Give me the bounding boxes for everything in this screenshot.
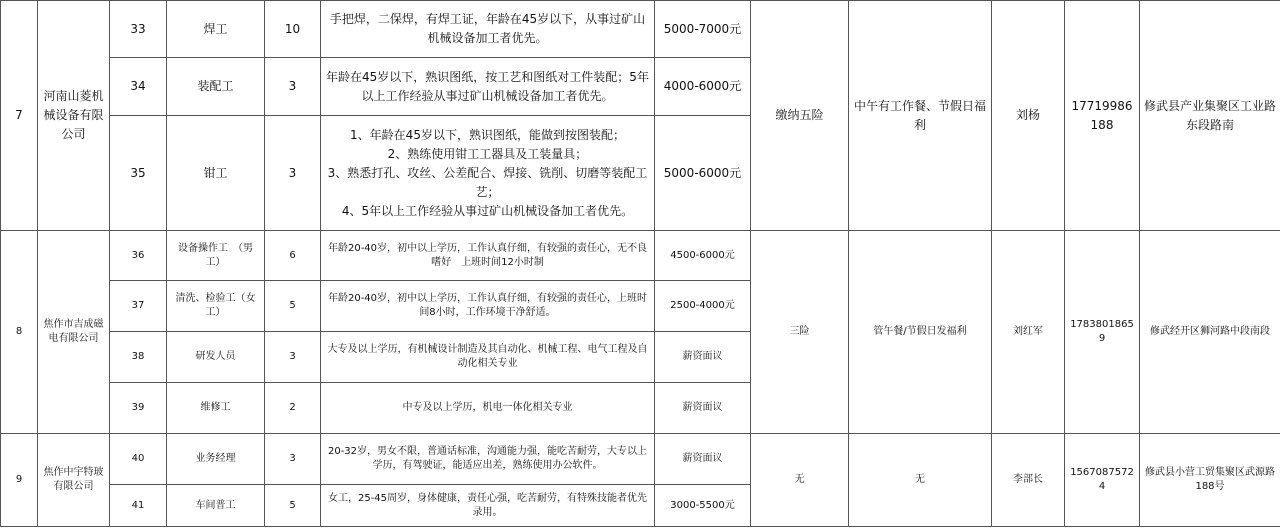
position-requirement: 1、年龄在45岁以下，熟识图纸，能做到按图装配； 2、熟练使用钳工工器具及工装量具； 3、熟悉打孔、攻丝、公差配合、焊接、铣削、切磨等装配工艺； 4、5年以上工作经验从事过矿山机械设备加工者优先。 [321,116,655,231]
company-address: 修武县小营工贸集聚区武源路188号 [1140,434,1280,527]
company-phone: 17838018659 [1065,231,1140,434]
company-benefits: 无 [849,434,992,527]
position-title: 焊工 [167,1,265,58]
position-salary: 薪资面议 [655,434,751,485]
position-count: 2 [265,383,321,434]
position-title: 清洗、检验工（女工） [167,281,265,332]
position-title: 业务经理 [167,434,265,485]
position-salary: 2500-4000元 [655,281,751,332]
position-title: 研发人员 [167,332,265,383]
position-title: 钳工 [167,116,265,231]
position-title: 设备操作工 （男工） [167,231,265,281]
position-salary: 4500-6000元 [655,231,751,281]
position-title: 车间普工 [167,485,265,527]
company-address: 修武经开区狮河路中段南段 [1140,231,1280,434]
position-count: 6 [265,231,321,281]
position-no: 38 [110,332,167,383]
table-row [1,434,1280,485]
position-requirement: 20-32岁，男女不限，普通话标准，沟通能力强，能吃苦耐劳，大专以上学历，有驾驶证，能适应出差，熟练使用办公软件。 [321,434,655,485]
company-contact: 刘杨 [992,1,1065,231]
position-count: 3 [265,116,321,231]
company-phone: 17719986188 [1065,1,1140,231]
position-count: 3 [265,58,321,116]
company-name: 焦作中宇特玻有限公司 [38,434,110,527]
company-contact: 刘红军 [992,231,1065,434]
position-count: 5 [265,485,321,527]
company-insurance: 三险 [751,231,849,434]
position-no: 36 [110,231,167,281]
position-salary: 5000-7000元 [655,1,751,58]
company-insurance: 缴纳五险 [751,1,849,231]
position-requirement: 大专及以上学历，有机械设计制造及其自动化、机械工程、电气工程及自动化相关专业 [321,332,655,383]
company-insurance: 无 [751,434,849,527]
position-salary: 薪资面议 [655,332,751,383]
position-title: 装配工 [167,58,265,116]
company-benefits: 中午有工作餐、节假日福利 [849,1,992,231]
position-requirement: 年龄20-40岁，初中以上学历，工作认真仔细，有较强的责任心，上班时间8小时，工作环境干净舒适。 [321,281,655,332]
position-requirement: 年龄在45岁以下，熟识图纸，按工艺和图纸对工件装配；5年以上工作经验从事过矿山机械设备加工者优先。 [321,58,655,116]
position-salary: 4000-6000元 [655,58,751,116]
position-salary: 3000-5500元 [655,485,751,527]
company-seq: 7 [1,1,38,231]
company-seq: 8 [1,231,38,434]
company-name: 焦作市吉成磁电有限公司 [38,231,110,434]
position-requirement: 中专及以上学历，机电一体化相关专业 [321,383,655,434]
position-no: 37 [110,281,167,332]
position-requirement: 女工，25-45周岁，身体健康，责任心强，吃苦耐劳，有特殊技能者优先录用。 [321,485,655,527]
company-phone: 15670875724 [1065,434,1140,527]
position-count: 3 [265,434,321,485]
position-no: 35 [110,116,167,231]
table-row [1,231,1280,281]
position-count: 10 [265,1,321,58]
company-seq: 9 [1,434,38,527]
company-name: 河南山菱机械设备有限公司 [38,1,110,231]
position-no: 34 [110,58,167,116]
position-no: 33 [110,1,167,58]
position-no: 41 [110,485,167,527]
table-row [1,1,1280,58]
position-requirement: 年龄20-40岁，初中以上学历，工作认真仔细，有较强的责任心，无不良嗜好 上班时间12小时制 [321,231,655,281]
position-requirement: 手把焊，二保焊，有焊工证，年龄在45岁以下，从事过矿山机械设备加工者优先。 [321,1,655,58]
company-address: 修武县产业集聚区工业路东段路南 [1140,1,1280,231]
position-salary: 薪资面议 [655,383,751,434]
position-count: 3 [265,332,321,383]
position-salary: 5000-6000元 [655,116,751,231]
position-no: 40 [110,434,167,485]
position-title: 维修工 [167,383,265,434]
position-no: 39 [110,383,167,434]
company-contact: 李部长 [992,434,1065,527]
position-count: 5 [265,281,321,332]
company-benefits: 管午餐/节假日发福利 [849,231,992,434]
